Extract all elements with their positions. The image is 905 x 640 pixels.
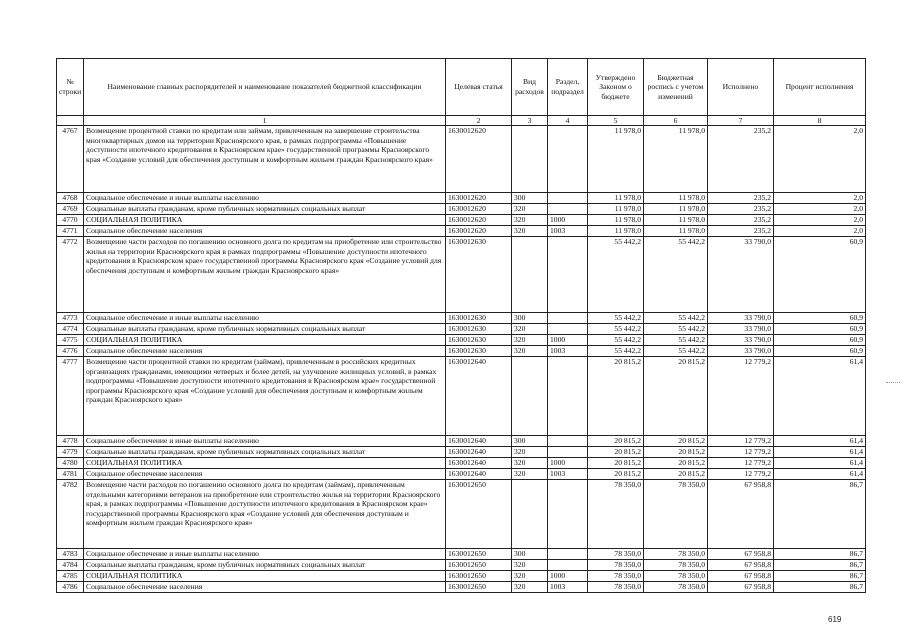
execution-percent: 61,4 — [774, 357, 866, 436]
execution-percent: 60,9 — [774, 346, 866, 357]
section-code — [548, 436, 588, 447]
column-number: 5 — [588, 116, 644, 126]
executed-amount: 67 958,8 — [708, 549, 774, 560]
row-name: Социальное обеспечение населения — [84, 346, 446, 357]
schedule-amount: 20 815,2 — [644, 458, 708, 469]
schedule-amount: 20 815,2 — [644, 469, 708, 480]
schedule-amount: 55 442,2 — [644, 324, 708, 335]
section-code: 1003 — [548, 582, 588, 593]
expense-type — [512, 126, 548, 193]
table-row — [57, 582, 866, 593]
table-body — [57, 126, 866, 593]
schedule-amount: 20 815,2 — [644, 447, 708, 458]
row-number: 4769 — [57, 204, 84, 215]
section-code — [548, 549, 588, 560]
row-number: 4779 — [57, 447, 84, 458]
executed-amount: 33 790,0 — [708, 313, 774, 324]
target-article: 1630012650 — [446, 571, 512, 582]
expense-type: 320 — [512, 226, 548, 237]
section-code — [548, 313, 588, 324]
target-article: 1630012620 — [446, 215, 512, 226]
target-article: 1630012620 — [446, 226, 512, 237]
execution-percent: 86,7 — [774, 582, 866, 593]
table-row — [57, 313, 866, 324]
section-code: 1000 — [548, 335, 588, 346]
header-approved: Утверждено Законом о бюджете — [588, 59, 644, 116]
approved-amount: 11 978,0 — [588, 193, 644, 204]
expense-type: 300 — [512, 193, 548, 204]
expense-type: 320 — [512, 458, 548, 469]
row-name: Социальное обеспечение и иные выплаты населению — [84, 436, 446, 447]
expense-type: 320 — [512, 324, 548, 335]
execution-percent: 86,7 — [774, 480, 866, 549]
execution-percent: 60,9 — [774, 237, 866, 313]
target-article: 1630012640 — [446, 436, 512, 447]
column-number: 1 — [84, 116, 446, 126]
target-article: 1630012630 — [446, 237, 512, 313]
column-number: 3 — [512, 116, 548, 126]
section-code — [548, 480, 588, 549]
row-name: СОЦИАЛЬНАЯ ПОЛИТИКА — [84, 458, 446, 469]
execution-percent: 2,0 — [774, 126, 866, 193]
expense-type: 320 — [512, 215, 548, 226]
row-number: 4777 — [57, 357, 84, 436]
row-number: 4767 — [57, 126, 84, 193]
row-name: Возмещение части процентной ставки по кредитам (займам), привлеченным в российских кредитных организациях гражданами, имеющими четверых и более детей, на улучшение жилищных условий, в рамках подпрограммы «Повышение доступности ипотечного кредитования в Красноярском крае» государственной программы Красноярского края «Создание условий для обеспечения доступным и комфортным жильем граждан Красноярского края» — [84, 357, 446, 436]
schedule-amount: 78 350,0 — [644, 582, 708, 593]
section-code — [548, 447, 588, 458]
section-code: 1003 — [548, 226, 588, 237]
section-code — [548, 560, 588, 571]
executed-amount: 67 958,8 — [708, 582, 774, 593]
expense-type: 300 — [512, 313, 548, 324]
execution-percent: 2,0 — [774, 226, 866, 237]
target-article: 1630012620 — [446, 193, 512, 204]
executed-amount: 67 958,8 — [708, 571, 774, 582]
execution-percent: 61,4 — [774, 436, 866, 447]
row-name: Социальные выплаты гражданам, кроме публичных нормативных социальных выплат — [84, 447, 446, 458]
row-name: Социальные выплаты гражданам, кроме публичных нормативных социальных выплат — [84, 204, 446, 215]
column-number: 2 — [446, 116, 512, 126]
column-number — [57, 116, 84, 126]
row-number: 4768 — [57, 193, 84, 204]
executed-amount: 12 779,2 — [708, 357, 774, 436]
row-name: Социальное обеспечение населения — [84, 582, 446, 593]
table-row — [57, 126, 866, 193]
schedule-amount: 11 978,0 — [644, 215, 708, 226]
execution-percent: 61,4 — [774, 458, 866, 469]
schedule-amount: 55 442,2 — [644, 346, 708, 357]
table-row — [57, 480, 866, 549]
executed-amount: 33 790,0 — [708, 324, 774, 335]
approved-amount: 20 815,2 — [588, 357, 644, 436]
table-row — [57, 193, 866, 204]
target-article: 1630012650 — [446, 582, 512, 593]
target-article: 1630012620 — [446, 204, 512, 215]
executed-amount: 67 958,8 — [708, 560, 774, 571]
margin-mark — [886, 382, 900, 383]
approved-amount: 55 442,2 — [588, 237, 644, 313]
header-percent: Процент исполнения — [774, 59, 866, 116]
execution-percent: 60,9 — [774, 324, 866, 335]
execution-percent: 86,7 — [774, 549, 866, 560]
column-number: 8 — [774, 116, 866, 126]
row-name: Социальные выплаты гражданам, кроме публичных нормативных социальных выплат — [84, 560, 446, 571]
approved-amount: 20 815,2 — [588, 436, 644, 447]
table-row — [57, 571, 866, 582]
executed-amount: 67 958,8 — [708, 480, 774, 549]
approved-amount: 78 350,0 — [588, 560, 644, 571]
table-row — [57, 215, 866, 226]
column-number: 4 — [548, 116, 588, 126]
executed-amount: 235,2 — [708, 126, 774, 193]
row-number: 4772 — [57, 237, 84, 313]
expense-type: 300 — [512, 549, 548, 560]
row-number: 4786 — [57, 582, 84, 593]
row-name: Возмещение процентной ставки по кредитам или займам, привлеченным на завершение строительства многоквартирных домов на территории Красноярского края, в рамках подпрограммы «Повышение доступности ипотечного кредитования в Красноярском крае» государственной программы Красноярского края «Создание условий для обеспечения доступным и комфортным жильем граждан Красноярского края» — [84, 126, 446, 193]
row-number: 4778 — [57, 436, 84, 447]
schedule-amount: 20 815,2 — [644, 357, 708, 436]
schedule-amount: 78 350,0 — [644, 480, 708, 549]
executed-amount: 235,2 — [708, 204, 774, 215]
header-budget-schedule: Бюджетная роспись с учетом изменений — [644, 59, 708, 116]
executed-amount: 12 779,2 — [708, 458, 774, 469]
row-name: СОЦИАЛЬНАЯ ПОЛИТИКА — [84, 571, 446, 582]
approved-amount: 55 442,2 — [588, 313, 644, 324]
expense-type: 320 — [512, 560, 548, 571]
target-article: 1630012630 — [446, 346, 512, 357]
row-name: Возмещение части расходов по погашению основного долга по кредитам (займам), привлеченным отдельными категориями ветеранов на приобретение или строительство жилья на территории Красноярского края, в рамках подпрограммы «Повышение доступности ипотечного кредитования в Красноярском крае» государственной программы Красноярского края «Создание условий для обеспечения доступным и комфортным жильем граждан Красноярского края» — [84, 480, 446, 549]
target-article: 1630012640 — [446, 469, 512, 480]
expense-type: 320 — [512, 346, 548, 357]
expense-type: 300 — [512, 436, 548, 447]
execution-percent: 86,7 — [774, 560, 866, 571]
approved-amount: 55 442,2 — [588, 324, 644, 335]
table-row — [57, 324, 866, 335]
executed-amount: 12 779,2 — [708, 447, 774, 458]
header-row — [57, 59, 866, 116]
schedule-amount: 78 350,0 — [644, 549, 708, 560]
section-code — [548, 204, 588, 215]
executed-amount: 235,2 — [708, 215, 774, 226]
row-name: СОЦИАЛЬНАЯ ПОЛИТИКА — [84, 215, 446, 226]
table-row — [57, 560, 866, 571]
section-code: 1003 — [548, 346, 588, 357]
approved-amount: 20 815,2 — [588, 458, 644, 469]
row-number: 4771 — [57, 226, 84, 237]
executed-amount: 235,2 — [708, 226, 774, 237]
execution-percent: 60,9 — [774, 313, 866, 324]
execution-percent: 60,9 — [774, 335, 866, 346]
section-code — [548, 126, 588, 193]
approved-amount: 11 978,0 — [588, 215, 644, 226]
target-article: 1630012640 — [446, 458, 512, 469]
approved-amount: 11 978,0 — [588, 204, 644, 215]
approved-amount: 11 978,0 — [588, 226, 644, 237]
row-number: 4781 — [57, 469, 84, 480]
row-number: 4782 — [57, 480, 84, 549]
target-article: 1630012630 — [446, 313, 512, 324]
section-code: 1003 — [548, 469, 588, 480]
row-name: Социальное обеспечение и иные выплаты населению — [84, 549, 446, 560]
table-row — [57, 237, 866, 313]
header-target-article: Целевая статья — [446, 59, 512, 116]
expense-type: 320 — [512, 447, 548, 458]
schedule-amount: 55 442,2 — [644, 237, 708, 313]
schedule-amount: 78 350,0 — [644, 571, 708, 582]
target-article: 1630012630 — [446, 335, 512, 346]
row-number: 4780 — [57, 458, 84, 469]
table-row — [57, 226, 866, 237]
schedule-amount: 11 978,0 — [644, 204, 708, 215]
table-row — [57, 447, 866, 458]
target-article: 1630012630 — [446, 324, 512, 335]
expense-type — [512, 357, 548, 436]
section-code — [548, 357, 588, 436]
budget-execution-table — [56, 58, 866, 593]
schedule-amount: 20 815,2 — [644, 436, 708, 447]
approved-amount: 20 815,2 — [588, 469, 644, 480]
section-code — [548, 193, 588, 204]
target-article: 1630012650 — [446, 560, 512, 571]
schedule-amount: 55 442,2 — [644, 335, 708, 346]
schedule-amount: 11 978,0 — [644, 126, 708, 193]
executed-amount: 33 790,0 — [708, 335, 774, 346]
target-article: 1630012640 — [446, 447, 512, 458]
row-name: Возмещение части расходов по погашению основного долга по кредитам на приобретение или строительство жилья на территории Красноярского края в рамках подпрограммы «Повышение доступности ипотечного кредитования в Красноярском крае» государственной программы Красноярского края «Создание условий для обеспечения доступным и комфортным жильем граждан Красноярского края» — [84, 237, 446, 313]
schedule-amount: 11 978,0 — [644, 226, 708, 237]
execution-percent: 2,0 — [774, 193, 866, 204]
row-number: 4783 — [57, 549, 84, 560]
target-article: 1630012650 — [446, 549, 512, 560]
column-number-row — [57, 116, 866, 126]
approved-amount: 55 442,2 — [588, 346, 644, 357]
execution-percent: 61,4 — [774, 469, 866, 480]
execution-percent: 86,7 — [774, 571, 866, 582]
approved-amount: 78 350,0 — [588, 582, 644, 593]
section-code — [548, 324, 588, 335]
execution-percent: 61,4 — [774, 447, 866, 458]
header-expense-type: Вид расходов — [512, 59, 548, 116]
execution-percent: 2,0 — [774, 204, 866, 215]
row-name: Социальное обеспечение и иные выплаты населению — [84, 193, 446, 204]
approved-amount: 78 350,0 — [588, 571, 644, 582]
approved-amount: 20 815,2 — [588, 447, 644, 458]
column-number: 6 — [644, 116, 708, 126]
target-article: 1630012620 — [446, 126, 512, 193]
schedule-amount: 55 442,2 — [644, 313, 708, 324]
row-name: Социальные выплаты гражданам, кроме публичных нормативных социальных выплат — [84, 324, 446, 335]
expense-type: 320 — [512, 582, 548, 593]
approved-amount: 78 350,0 — [588, 480, 644, 549]
target-article: 1630012640 — [446, 357, 512, 436]
executed-amount: 33 790,0 — [708, 237, 774, 313]
row-name: Социальное обеспечение населения — [84, 469, 446, 480]
header-executed: Исполнено — [708, 59, 774, 116]
expense-type: 320 — [512, 204, 548, 215]
column-number: 7 — [708, 116, 774, 126]
executed-amount: 33 790,0 — [708, 346, 774, 357]
header-section: Раздел, подраздел — [548, 59, 588, 116]
row-name: Социальное обеспечение и иные выплаты населению — [84, 313, 446, 324]
schedule-amount: 78 350,0 — [644, 560, 708, 571]
expense-type: 320 — [512, 335, 548, 346]
expense-type — [512, 237, 548, 313]
row-number: 4770 — [57, 215, 84, 226]
header-name: Наименование главных распорядителей и наименование показателей бюджетной классификации — [84, 59, 446, 116]
expense-type — [512, 480, 548, 549]
table-row — [57, 469, 866, 480]
row-number: 4773 — [57, 313, 84, 324]
table-row — [57, 458, 866, 469]
row-name: Социальное обеспечение населения — [84, 226, 446, 237]
schedule-amount: 11 978,0 — [644, 193, 708, 204]
approved-amount: 11 978,0 — [588, 126, 644, 193]
page-number: 619 — [828, 615, 842, 624]
table-row — [57, 436, 866, 447]
row-number: 4784 — [57, 560, 84, 571]
row-number: 4785 — [57, 571, 84, 582]
approved-amount: 78 350,0 — [588, 549, 644, 560]
target-article: 1630012650 — [446, 480, 512, 549]
section-code: 1000 — [548, 458, 588, 469]
expense-type: 320 — [512, 469, 548, 480]
executed-amount: 235,2 — [708, 193, 774, 204]
execution-percent: 2,0 — [774, 215, 866, 226]
section-code: 1000 — [548, 571, 588, 582]
row-number: 4775 — [57, 335, 84, 346]
section-code — [548, 237, 588, 313]
expense-type: 320 — [512, 571, 548, 582]
row-name: СОЦИАЛЬНАЯ ПОЛИТИКА — [84, 335, 446, 346]
row-number: 4774 — [57, 324, 84, 335]
executed-amount: 12 779,2 — [708, 469, 774, 480]
row-number: 4776 — [57, 346, 84, 357]
approved-amount: 55 442,2 — [588, 335, 644, 346]
table-row — [57, 549, 866, 560]
header-row-number: № строки — [57, 59, 84, 116]
table-row — [57, 335, 866, 346]
table-row — [57, 346, 866, 357]
table-row — [57, 204, 866, 215]
section-code: 1000 — [548, 215, 588, 226]
table-row — [57, 357, 866, 436]
executed-amount: 12 779,2 — [708, 436, 774, 447]
